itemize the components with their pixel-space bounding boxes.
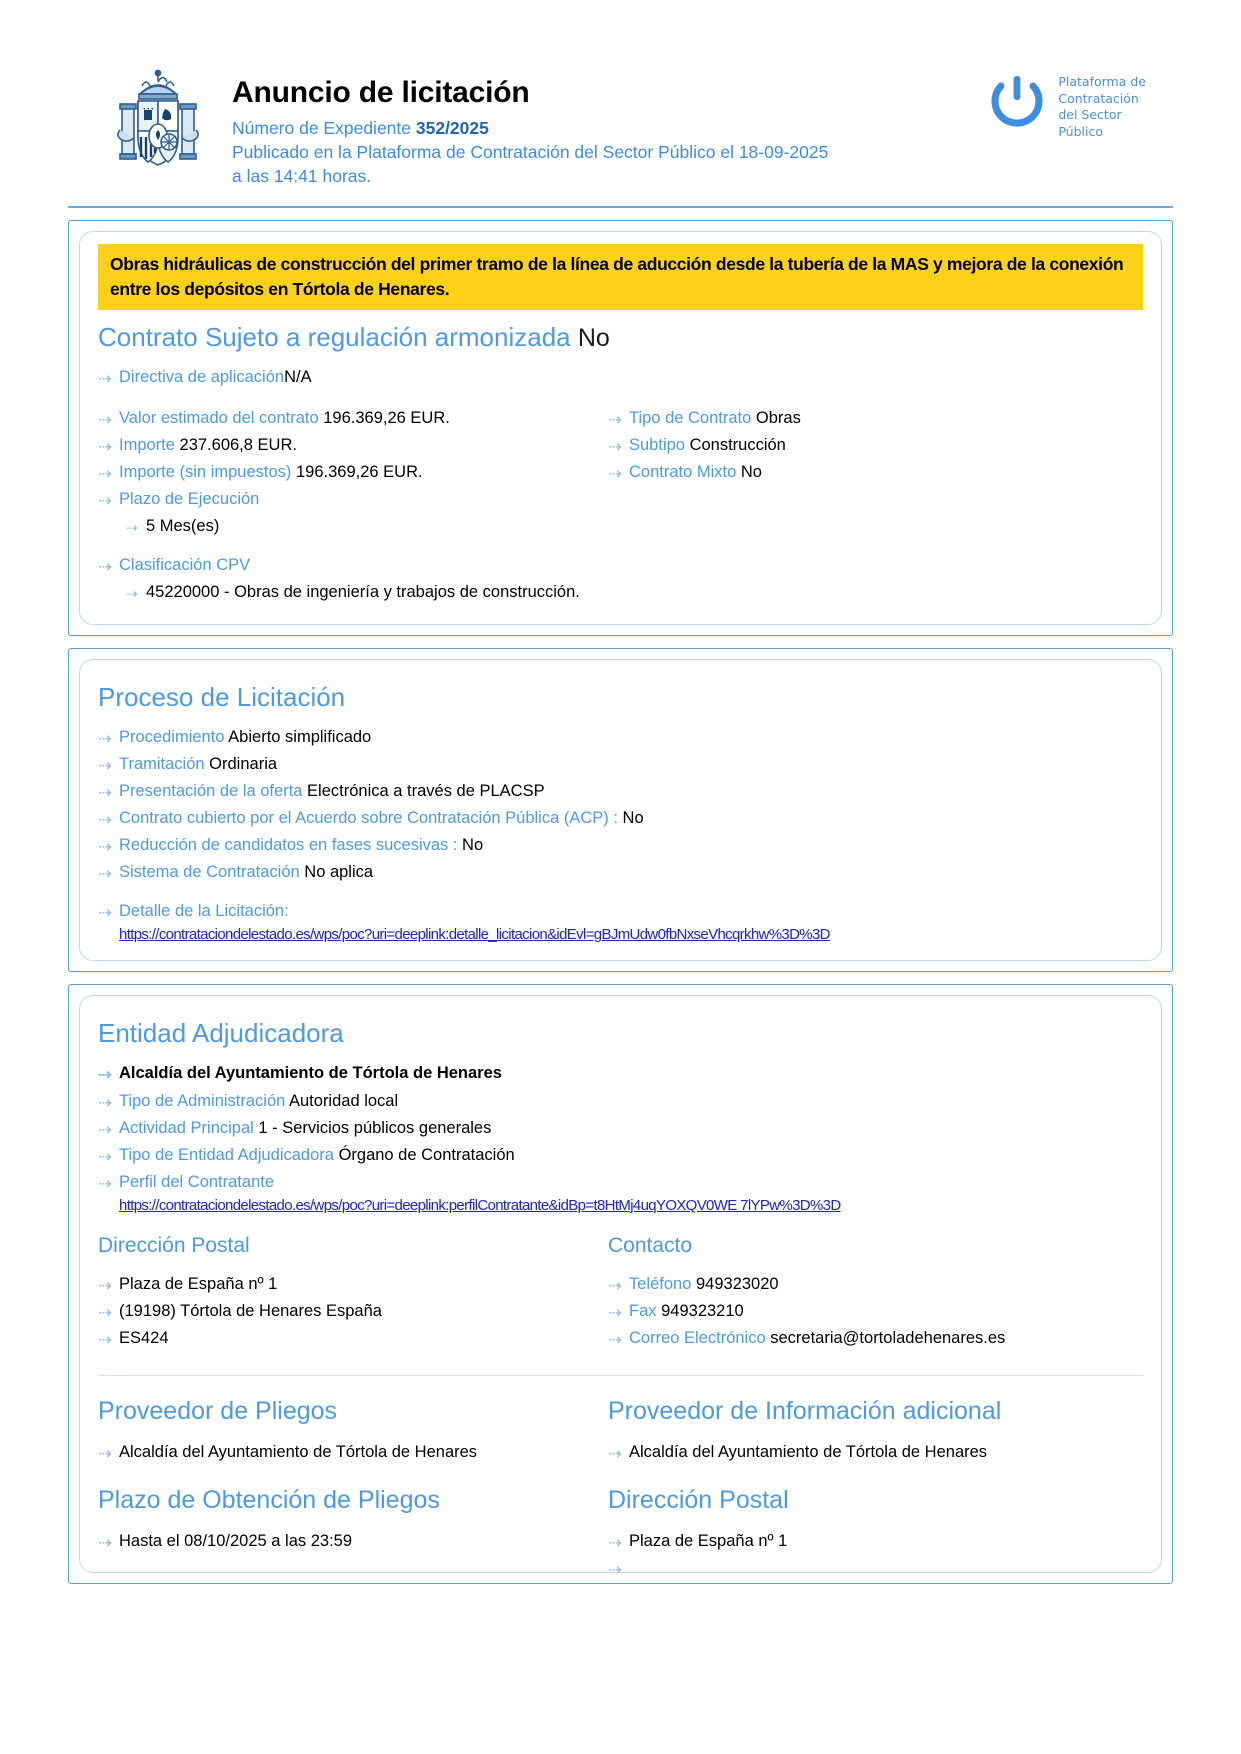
arrow-bullet-icon: ⇢ [98, 1277, 112, 1296]
acp-value: No [622, 808, 644, 827]
row-proveedor-pliegos [98, 1440, 608, 1465]
row-sistema-contratacion [98, 860, 1143, 885]
arrow-bullet-icon: ⇢ [98, 1445, 112, 1464]
directiva-value: N/A [284, 367, 312, 386]
procedimiento-value: Abierto simplificado [228, 727, 372, 746]
arrow-bullet-icon: ⇢ [608, 1561, 622, 1580]
arrow-bullet-icon: ⇢ [608, 1277, 622, 1296]
arrow-bullet-icon: ⇢ [98, 1304, 112, 1323]
row-valor-estimado [98, 406, 608, 431]
proveedores-columns [98, 1376, 1143, 1580]
arrow-bullet-icon: ⇢ [98, 369, 112, 388]
tipo-contrato-label: Tipo de Contrato [629, 408, 752, 427]
proveedor-direccion-list [608, 1529, 1143, 1580]
arrow-bullet-icon: ⇢ [98, 729, 112, 748]
arrow-bullet-icon: ⇢ [126, 586, 139, 603]
contacto-list [608, 1272, 1143, 1351]
row-plazo-ejecucion [98, 487, 608, 512]
contract-title-banner: Obras hidráulicas de construcción del primer tramo de la línea de aducción desde la tubería de la MAS y mejora de la conexión entre los depósitos en Tórtola de Henares. [98, 244, 1143, 310]
tipo-administracion-value: Autoridad local [289, 1091, 399, 1110]
perfil-contratante-url-line [98, 1197, 1143, 1215]
direccion-postal-heading: Dirección Postal [98, 1233, 250, 1257]
fax-value: 949323210 [661, 1302, 744, 1321]
expediente-line [232, 116, 984, 140]
row-cpv-value [98, 580, 608, 605]
importe-sin-impuestos-label: Importe (sin impuestos) [119, 463, 292, 482]
regulacion-armonizada-label: Contrato Sujeto a regulación armonizada [98, 321, 571, 352]
arrow-bullet-icon: ⇢ [98, 1120, 112, 1139]
arrow-bullet-icon: ⇢ [98, 558, 112, 577]
brand-text [1058, 70, 1146, 140]
row-tramitacion [98, 752, 1143, 777]
row-tipo-administracion [98, 1089, 1143, 1114]
arrow-bullet-icon: ⇢ [98, 1534, 112, 1553]
power-button-icon [984, 70, 1050, 136]
proveedor-informacion-heading: Proveedor de Información adicional [608, 1397, 1002, 1426]
detalle-licitacion-url-line [98, 926, 1143, 944]
perfil-contratante-label: Perfil del Contratante [119, 1172, 275, 1191]
proveedor-pliegos-list [98, 1440, 608, 1465]
arrow-bullet-icon: ⇢ [98, 904, 112, 923]
tipo-administracion-label: Tipo de Administración [119, 1091, 286, 1110]
fax-label: Fax [629, 1302, 657, 1321]
correo-label: Correo Electrónico [629, 1329, 766, 1348]
row-plazo-ejecucion-value [98, 514, 608, 539]
plazo-obtencion-value: Hasta el 08/10/2025 a las 23:59 [119, 1532, 353, 1551]
placsp-logo [984, 62, 1146, 140]
plazo-ejecucion-value: 5 Mes(es) [146, 517, 220, 536]
brand-line-2: Contratación [1058, 90, 1139, 106]
arrow-bullet-icon: ⇢ [608, 1331, 622, 1350]
proveedor-pliegos-heading: Proveedor de Pliegos [98, 1397, 338, 1426]
entidad-adjudicadora-heading: Entidad Adjudicadora [98, 1018, 344, 1049]
contacto-heading: Contacto [608, 1233, 693, 1257]
row-direccion-3 [98, 1326, 608, 1351]
published-line-1: Publicado en la Plataforma de Contratación del Sector Público el 18-09-2025 [232, 141, 829, 162]
row-reduccion-candidatos [98, 833, 1143, 858]
proveedor-informacion-value: Alcaldía del Ayuntamiento de Tórtola de Henares [629, 1443, 988, 1462]
expediente-label: Número de Expediente [232, 117, 411, 138]
row-proveedor-direccion [608, 1529, 1143, 1554]
direccion-postal-column [98, 1215, 608, 1353]
spain-coat-of-arms-icon [112, 62, 204, 176]
row-presentacion-oferta [98, 779, 1143, 804]
header-divider [68, 206, 1173, 208]
row-actividad-principal [98, 1116, 1143, 1141]
row-contrato-mixto [608, 460, 1143, 485]
arrow-bullet-icon: ⇢ [98, 492, 112, 511]
direccion-line-1: Plaza de España nº 1 [119, 1275, 278, 1294]
directiva-list [98, 365, 1143, 390]
proveedor-direccion-value: Plaza de España nº 1 [629, 1532, 788, 1551]
proceso-licitacion-section [68, 648, 1173, 973]
proveedor-informacion-list [608, 1440, 1143, 1465]
detalle-licitacion-link[interactable]: https://contrataciondelestado.es/wps/poc?uri=deeplink:detalle_licitacion&idEvl=gBJmUdw0fbNxseVhcqrkhw%3D%3D [119, 926, 830, 944]
page-title: Anuncio de licitación [232, 76, 530, 109]
contract-columns [98, 392, 1143, 608]
telefono-value: 949323020 [695, 1275, 779, 1294]
brand-line-1: Plataforma de [1058, 74, 1146, 89]
contract-left-list [98, 406, 608, 606]
proceso-licitacion-heading: Proceso de Licitación [98, 681, 346, 712]
arrow-bullet-icon: ⇢ [608, 465, 622, 484]
arrow-bullet-icon: ⇢ [98, 810, 112, 829]
tramitacion-label: Tramitación [119, 754, 205, 773]
arrow-bullet-icon: ⇢ [98, 1174, 112, 1193]
arrow-bullet-icon: ⇢ [98, 1147, 112, 1166]
row-acp [98, 806, 1143, 831]
document-header [0, 0, 1241, 188]
brand-line-3: del Sector [1058, 107, 1122, 122]
arrow-bullet-icon: ⇢ [98, 438, 112, 457]
row-direccion-1 [98, 1272, 608, 1297]
plazo-ejecucion-label: Plazo de Ejecución [119, 490, 260, 509]
tipo-entidad-value: Órgano de Contratación [338, 1145, 515, 1164]
row-direccion-2 [98, 1299, 608, 1324]
arrow-bullet-icon: ⇢ [608, 1534, 622, 1553]
contract-right-column [608, 392, 1143, 487]
arrow-bullet-icon: ⇢ [98, 783, 112, 802]
arrow-bullet-icon: ⇢ [98, 1331, 112, 1350]
arrow-bullet-icon: ⇢ [98, 865, 112, 884]
presentacion-oferta-value: Electrónica a través de PLACSP [307, 781, 545, 800]
cpv-label: Clasificación CPV [119, 556, 251, 575]
subtipo-value: Construcción [689, 436, 786, 455]
reduccion-candidatos-value: No [462, 836, 484, 855]
direccion-line-2: (19198) Tórtola de Henares España [119, 1302, 382, 1321]
contacto-column [608, 1215, 1143, 1353]
telefono-label: Teléfono [629, 1275, 692, 1294]
contract-right-list [608, 406, 1143, 485]
proveedor-direccion-postal-heading: Dirección Postal [608, 1486, 789, 1515]
direccion-contacto-columns [98, 1215, 1143, 1353]
arrow-bullet-icon: ⇢ [98, 756, 112, 775]
header-text-block [204, 62, 984, 188]
presentacion-oferta-label: Presentación de la oferta [119, 781, 303, 800]
subtipo-label: Subtipo [629, 436, 685, 455]
importe-value: 237.606,8 EUR. [179, 436, 297, 455]
contrato-mixto-label: Contrato Mixto [629, 463, 737, 482]
proceso-list [98, 725, 1143, 925]
row-tipo-contrato [608, 406, 1143, 431]
directiva-label: Directiva de aplicación [119, 367, 285, 386]
reduccion-candidatos-label: Reducción de candidatos en fases sucesivas : [119, 836, 458, 855]
detalle-licitacion-label: Detalle de la Licitación: [119, 902, 289, 921]
contract-left-column [98, 392, 608, 608]
direccion-postal-list [98, 1272, 608, 1351]
entidad-nombre-value: Alcaldía del Ayuntamiento de Tórtola de Henares [119, 1064, 502, 1083]
arrow-bullet-icon: ⇢ [98, 1066, 112, 1085]
row-subtipo [608, 433, 1143, 458]
perfil-contratante-link[interactable]: https://contrataciondelestado.es/wps/poc?uri=deeplink:perfilContratante&idBp=t8HtMj4uqYOXQV0WE 7lYPw%3D%3D [119, 1196, 841, 1214]
row-fax [608, 1299, 1143, 1324]
contract-section-inner [79, 231, 1162, 625]
arrow-bullet-icon: ⇢ [608, 1304, 622, 1323]
importe-label: Importe [119, 436, 175, 455]
proveedor-informacion-column [608, 1376, 1143, 1580]
tipo-contrato-value: Obras [755, 408, 801, 427]
contract-section [68, 220, 1173, 636]
row-importe [98, 433, 608, 458]
row-directiva [98, 365, 1143, 390]
correo-value: secretaria@tortoladehenares.es [770, 1329, 1006, 1348]
plazo-obtencion-list [98, 1529, 608, 1554]
entidad-adjudicadora-inner [79, 995, 1162, 1580]
tramitacion-value: Ordinaria [209, 754, 278, 773]
row-tipo-entidad [98, 1143, 1143, 1168]
expediente-value: 352/2025 [415, 117, 489, 138]
proceso-licitacion-inner [79, 659, 1162, 962]
row-proveedor-informacion [608, 1440, 1143, 1465]
cpv-value: 45220000 - Obras de ingeniería y trabajos de construcción. [146, 583, 580, 602]
direccion-line-3: ES424 [119, 1329, 169, 1348]
row-perfil-contratante [98, 1170, 1143, 1195]
plazo-obtencion-pliegos-heading: Plazo de Obtención de Pliegos [98, 1486, 440, 1515]
row-plazo-obtencion [98, 1529, 608, 1554]
regulacion-armonizada-heading [98, 322, 1143, 353]
actividad-principal-value: 1 - Servicios públicos generales [258, 1118, 492, 1137]
arrow-bullet-icon: ⇢ [608, 1445, 622, 1464]
row-correo [608, 1326, 1143, 1351]
row-cpv [98, 553, 608, 578]
row-detalle-licitacion [98, 899, 1143, 924]
actividad-principal-label: Actividad Principal [119, 1118, 254, 1137]
published-line-2: a las 14:41 horas. [232, 165, 372, 186]
proveedor-pliegos-column [98, 1376, 608, 1556]
brand-line-4: Público [1058, 123, 1104, 139]
proveedor-pliegos-value: Alcaldía del Ayuntamiento de Tórtola de Henares [119, 1443, 478, 1462]
row-entidad-nombre [98, 1061, 1143, 1086]
arrow-bullet-icon: ⇢ [98, 465, 112, 484]
arrow-bullet-icon: ⇢ [608, 438, 622, 457]
contrato-mixto-value: No [740, 463, 762, 482]
valor-estimado-value: 196.369,26 EUR. [323, 408, 450, 427]
row-procedimiento [98, 725, 1143, 750]
row-importe-sin-impuestos [98, 460, 608, 485]
acp-label: Contrato cubierto por el Acuerdo sobre Contratación Pública (ACP) : [119, 808, 618, 827]
sistema-contratacion-value: No aplica [304, 863, 374, 882]
arrow-bullet-icon: ⇢ [98, 838, 112, 857]
sistema-contratacion-label: Sistema de Contratación [119, 863, 300, 882]
entidad-list [98, 1061, 1143, 1194]
procedimiento-label: Procedimiento [119, 727, 225, 746]
arrow-bullet-icon: ⇢ [98, 410, 112, 429]
tipo-entidad-label: Tipo de Entidad Adjudicadora [119, 1145, 334, 1164]
row-telefono [608, 1272, 1143, 1297]
entidad-adjudicadora-section [68, 984, 1173, 1584]
valor-estimado-label: Valor estimado del contrato [119, 408, 319, 427]
arrow-bullet-icon: ⇢ [98, 1093, 112, 1112]
arrow-bullet-icon: ⇢ [608, 410, 622, 429]
arrow-bullet-icon: ⇢ [126, 520, 139, 537]
importe-sin-impuestos-value: 196.369,26 EUR. [295, 463, 423, 482]
regulacion-armonizada-value: No [577, 323, 610, 352]
